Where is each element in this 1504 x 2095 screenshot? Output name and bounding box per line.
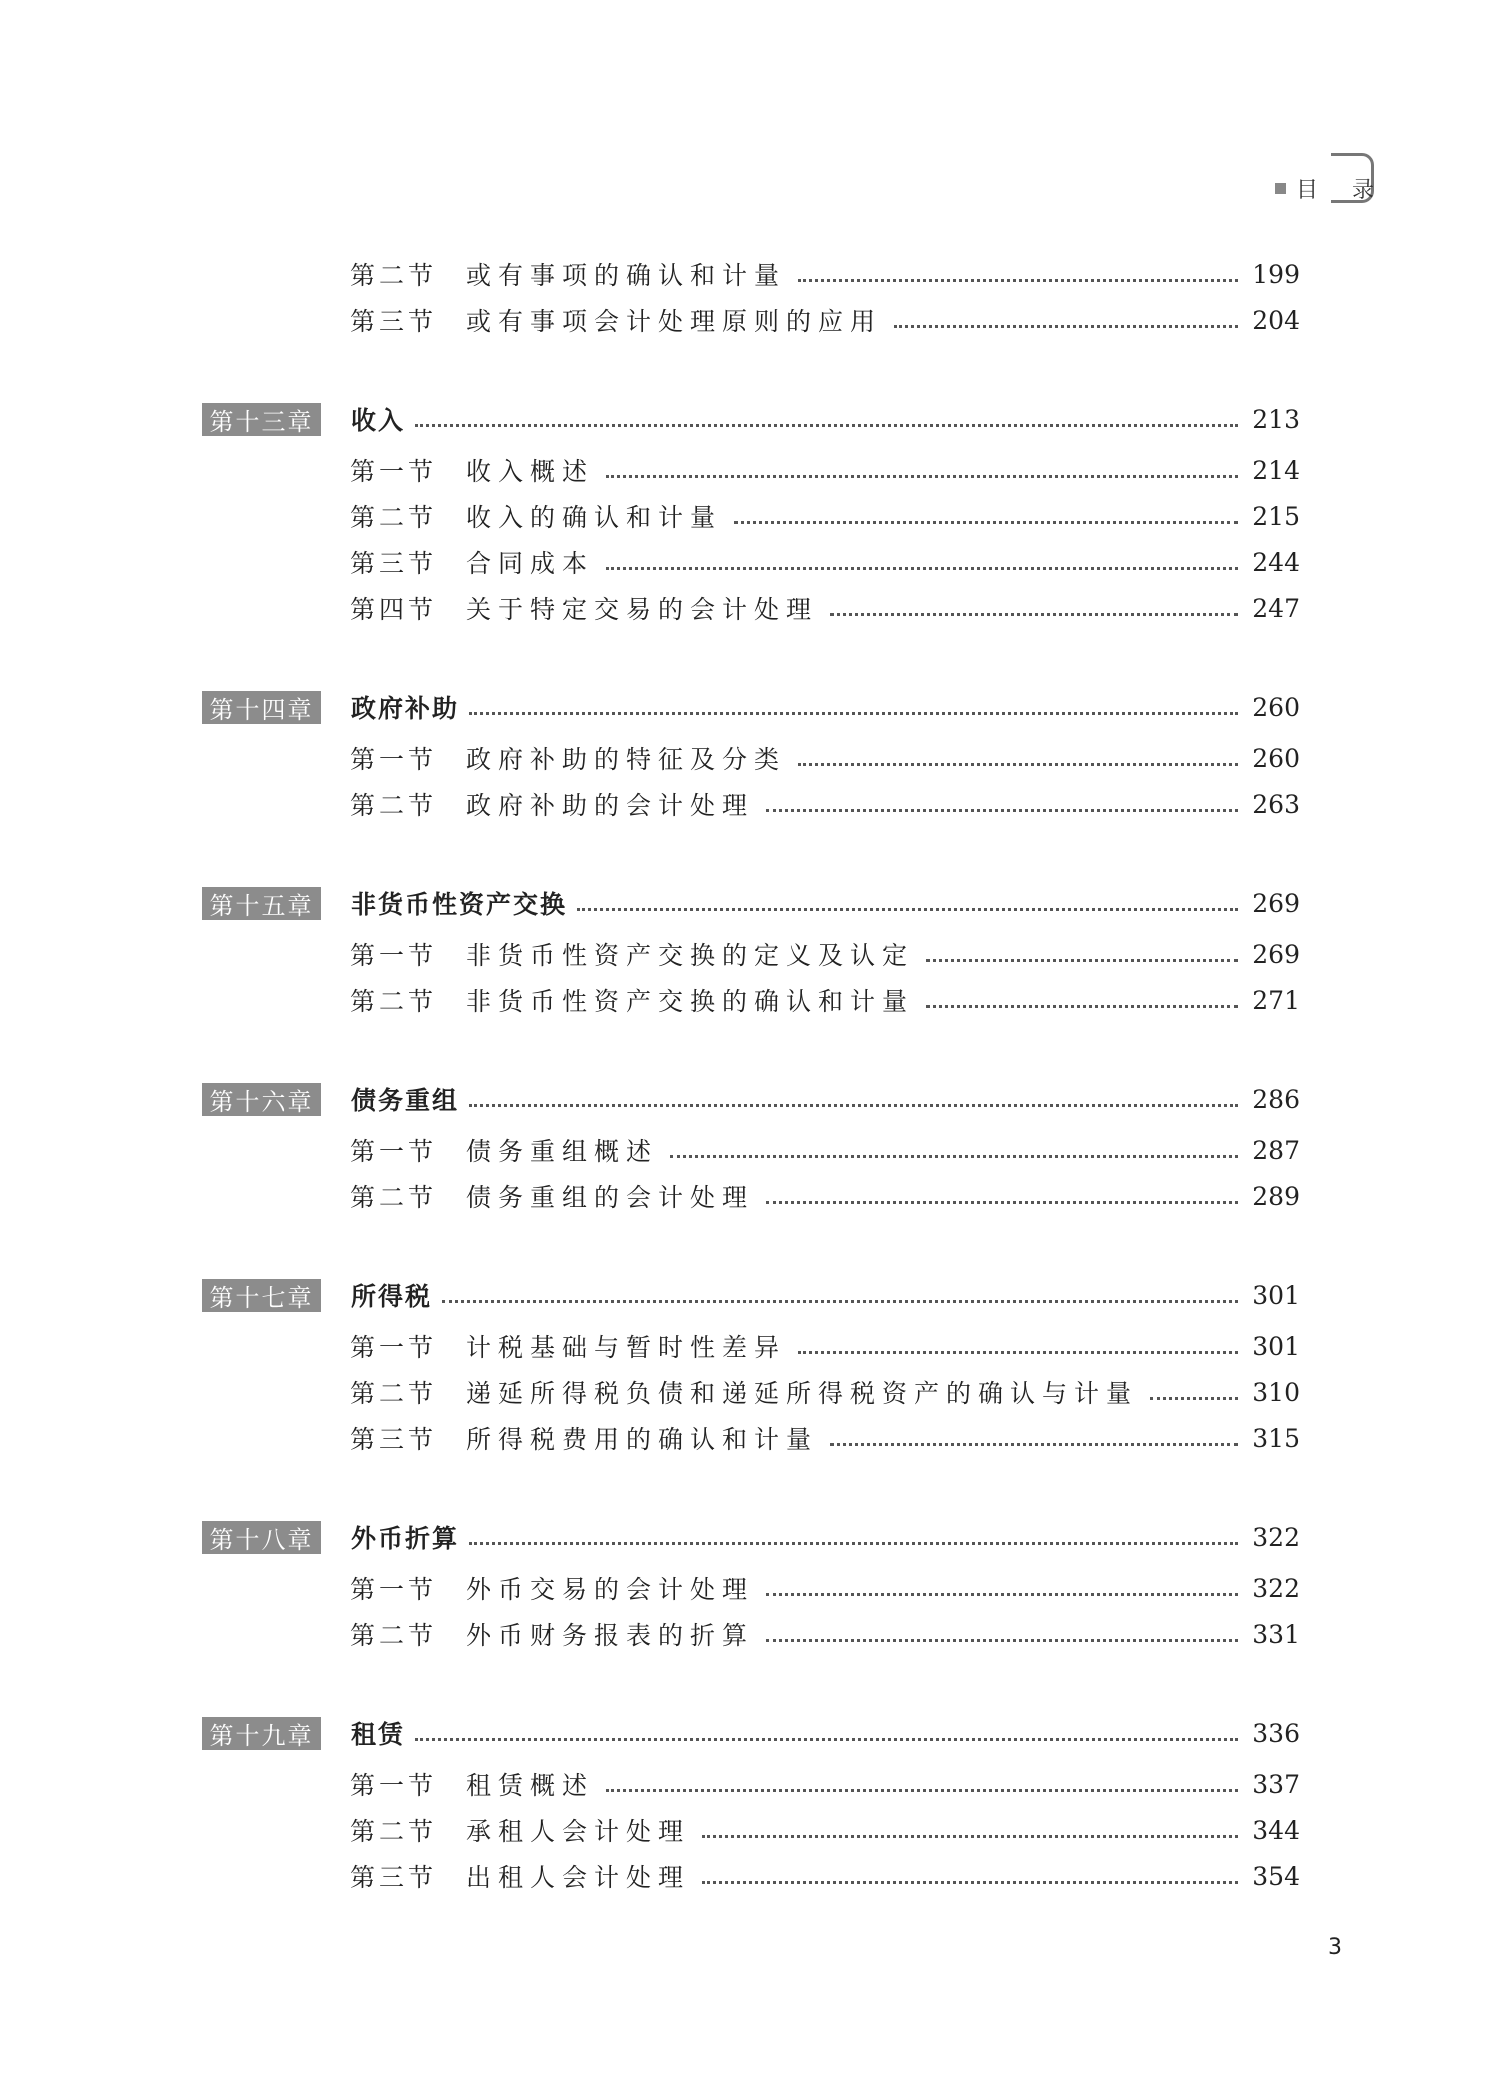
toc-chapter-row[interactable] [202, 880, 1300, 926]
chapter-page: 213 [1252, 404, 1300, 434]
chapter-page: 269 [1252, 888, 1300, 918]
section-page: 331 [1252, 1619, 1300, 1649]
leader-dots [606, 475, 1238, 478]
chapter-badge: 第十八章 [202, 1521, 321, 1554]
chapter-title: 收入 [351, 406, 406, 435]
toc-section-row[interactable] [350, 447, 1300, 493]
leader-dots [469, 1104, 1238, 1107]
page-number: 3 [1328, 1935, 1342, 1960]
leader-dots [469, 1542, 1238, 1545]
toc-section-row[interactable] [350, 1611, 1300, 1657]
section-label: 第一节 [350, 1333, 438, 1362]
section-title: 外币交易的会计处理 [466, 1575, 755, 1604]
section-page: 354 [1252, 1861, 1300, 1891]
section-label: 第二节 [350, 1621, 438, 1650]
section-label: 第二节 [350, 1817, 438, 1846]
toc-chapter-row[interactable] [202, 1710, 1300, 1756]
section-page: 337 [1252, 1769, 1300, 1799]
section-page: 310 [1252, 1377, 1300, 1407]
section-label: 第一节 [350, 1771, 438, 1800]
leader-dots [830, 1443, 1238, 1446]
toc-section-row[interactable] [350, 1127, 1300, 1173]
leader-dots [766, 809, 1238, 812]
toc-chapter-row[interactable] [202, 684, 1300, 730]
section-label: 第一节 [350, 457, 438, 486]
chapter-badge: 第十四章 [202, 691, 321, 724]
section-label: 第三节 [350, 549, 438, 578]
leader-dots [766, 1201, 1238, 1204]
section-label: 第三节 [350, 307, 438, 336]
section-title: 非货币性资产交换的确认和计量 [466, 987, 915, 1016]
chapter-title: 债务重组 [351, 1086, 460, 1115]
leader-dots [734, 521, 1238, 524]
section-title: 外币财务报表的折算 [466, 1621, 755, 1650]
section-page: 260 [1252, 743, 1300, 773]
toc-section-row[interactable] [350, 1853, 1300, 1899]
chapter-title: 非货币性资产交换 [351, 890, 568, 919]
leader-dots [798, 279, 1238, 282]
chapter-badge: 第十九章 [202, 1717, 321, 1750]
section-label: 第二节 [350, 987, 438, 1016]
toc-section-row[interactable] [350, 539, 1300, 585]
section-label: 第一节 [350, 745, 438, 774]
chapter-title: 租赁 [351, 1720, 406, 1749]
section-title: 非货币性资产交换的定义及认定 [466, 941, 915, 970]
leader-dots [766, 1639, 1238, 1642]
toc-section-row[interactable] [350, 1173, 1300, 1219]
section-page: 301 [1252, 1331, 1300, 1361]
toc-section-row[interactable] [350, 1565, 1300, 1611]
section-title: 收入的确认和计量 [466, 503, 723, 532]
section-title: 租赁概述 [466, 1771, 595, 1800]
section-title: 所得税费用的确认和计量 [466, 1425, 819, 1454]
chapter-badge: 第十七章 [202, 1279, 321, 1312]
toc-chapter-row[interactable] [202, 396, 1300, 442]
section-label: 第二节 [350, 1379, 438, 1408]
chapter-page: 260 [1252, 692, 1300, 722]
section-page: 247 [1252, 593, 1300, 623]
section-page: 214 [1252, 455, 1300, 485]
section-title: 政府补助的会计处理 [466, 791, 755, 820]
toc-section-row[interactable] [350, 251, 1300, 297]
toc-section-row[interactable] [350, 1323, 1300, 1369]
section-label: 第三节 [350, 1863, 438, 1892]
chapter-page: 322 [1252, 1522, 1300, 1552]
leader-dots [926, 959, 1238, 962]
leader-dots [702, 1835, 1238, 1838]
toc-chapter-row[interactable] [202, 1076, 1300, 1122]
section-title: 递延所得税负债和递延所得税资产的确认与计量 [466, 1379, 1139, 1408]
toc-section-row[interactable] [350, 781, 1300, 827]
leader-dots [702, 1881, 1238, 1884]
section-page: 322 [1252, 1573, 1300, 1603]
toc-section-row[interactable] [350, 1369, 1300, 1415]
chapter-page: 286 [1252, 1084, 1300, 1114]
section-page: 269 [1252, 939, 1300, 969]
chapter-badge: 第十五章 [202, 887, 321, 920]
running-header [1275, 168, 1374, 208]
leader-dots [926, 1005, 1238, 1008]
section-label: 第二节 [350, 791, 438, 820]
toc-section-row[interactable] [350, 1807, 1300, 1853]
section-label: 第二节 [350, 261, 438, 290]
leader-dots [1150, 1397, 1238, 1400]
leader-dots [606, 1789, 1238, 1792]
section-title: 债务重组概述 [466, 1137, 659, 1166]
section-title: 出租人会计处理 [466, 1863, 691, 1892]
section-page: 204 [1252, 305, 1300, 335]
section-label: 第一节 [350, 941, 438, 970]
leader-dots [670, 1155, 1238, 1158]
section-page: 271 [1252, 985, 1300, 1015]
toc-section-row[interactable] [350, 977, 1300, 1023]
toc-section-row[interactable] [350, 493, 1300, 539]
section-title: 计税基础与暂时性差异 [466, 1333, 787, 1362]
section-title: 政府补助的特征及分类 [466, 745, 787, 774]
chapter-page: 336 [1252, 1718, 1300, 1748]
section-page: 263 [1252, 789, 1300, 819]
leader-dots [766, 1593, 1238, 1596]
chapter-title: 政府补助 [351, 694, 460, 723]
chapter-badge: 第十三章 [202, 403, 321, 436]
toc-section-row[interactable] [350, 1415, 1300, 1461]
section-title: 或有事项会计处理原则的应用 [466, 307, 883, 336]
section-title: 收入概述 [466, 457, 595, 486]
header-title-left: 目 [1295, 177, 1318, 203]
section-label: 第一节 [350, 1575, 438, 1604]
leader-dots [894, 325, 1238, 328]
section-label: 第二节 [350, 503, 438, 532]
leader-dots [415, 1738, 1238, 1741]
section-page: 315 [1252, 1423, 1300, 1453]
chapter-badge: 第十六章 [202, 1083, 321, 1116]
toc-section-row[interactable] [350, 1761, 1300, 1807]
leader-dots [442, 1300, 1238, 1303]
square-bullet-icon [1275, 183, 1286, 194]
leader-dots [798, 763, 1238, 766]
section-label: 第一节 [350, 1137, 438, 1166]
toc-chapter-row[interactable] [202, 1272, 1300, 1318]
chapter-title: 所得税 [351, 1282, 433, 1311]
leader-dots [415, 424, 1238, 427]
leader-dots [577, 908, 1238, 911]
section-title: 合同成本 [466, 549, 595, 578]
section-title: 或有事项的确认和计量 [466, 261, 787, 290]
leader-dots [469, 712, 1238, 715]
section-label: 第三节 [350, 1425, 438, 1454]
toc-section-row[interactable] [350, 297, 1300, 343]
section-page: 215 [1252, 501, 1300, 531]
leader-dots [830, 613, 1238, 616]
leader-dots [798, 1351, 1238, 1354]
section-title: 承租人会计处理 [466, 1817, 691, 1846]
toc-chapter-row[interactable] [202, 1514, 1300, 1560]
toc-section-row[interactable] [350, 931, 1300, 977]
toc-section-row[interactable] [350, 585, 1300, 631]
chapter-page: 301 [1252, 1280, 1300, 1310]
header-title-right: 录 [1351, 177, 1374, 203]
toc-section-row[interactable] [350, 735, 1300, 781]
section-label: 第二节 [350, 1183, 438, 1212]
section-label: 第四节 [350, 595, 438, 624]
section-page: 287 [1252, 1135, 1300, 1165]
section-title: 债务重组的会计处理 [466, 1183, 755, 1212]
section-title: 关于特定交易的会计处理 [466, 595, 819, 624]
section-page: 289 [1252, 1181, 1300, 1211]
section-page: 244 [1252, 547, 1300, 577]
section-page: 344 [1252, 1815, 1300, 1845]
chapter-title: 外币折算 [351, 1524, 460, 1553]
section-page: 199 [1252, 259, 1300, 289]
leader-dots [606, 567, 1238, 570]
